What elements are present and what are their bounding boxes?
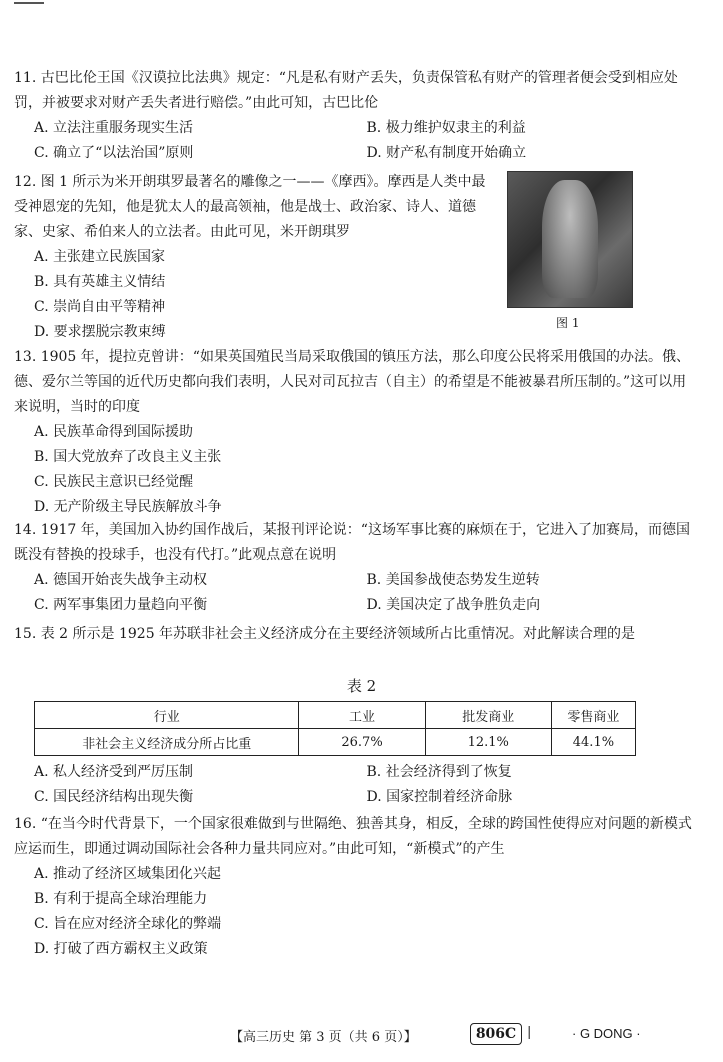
moses-statue-image [507,171,633,308]
question-16-options [14,862,699,962]
question-15-options-wrap [14,760,699,810]
question-13 [14,345,699,520]
question-15 [14,622,699,647]
table-header-cell: 行业 [35,702,299,729]
table-row [35,729,636,756]
option-14-b[interactable]: B. 美国参战使态势发生逆转 [366,572,540,588]
top-mark [14,2,44,4]
option-11-c[interactable]: C. 确立了“以法治国”原则 [34,145,194,161]
table-cell: 非社会主义经济成分所占比重 [35,729,299,756]
option-12-a[interactable]: A. 主张建立民族国家 [34,249,166,265]
option-15-b[interactable]: B. 社会经济得到了恢复 [366,764,512,780]
option-15-c[interactable]: C. 国民经济结构出现失衡 [34,789,194,805]
option-14-a[interactable]: A. 德国开始丧失战争主动权 [34,572,208,588]
option-16-d[interactable]: D. 打破了西方霸权主义政策 [34,941,208,957]
question-15-options [14,760,699,810]
option-12-b[interactable]: B. 具有英雄主义情结 [34,274,166,290]
option-13-a[interactable]: A. 民族革命得到国际援助 [34,424,194,440]
question-16-stem: 16. “在当今时代背景下，一个国家很难做到与世隔绝、独善其身，相反，全球的跨国性使得应对问题的新模式应运而生，即通过调动国际社会各种力量共同应对。”由此可知，“新模式”的产生 [14,816,692,857]
option-15-a[interactable]: A. 私人经济受到严厉压制 [34,764,194,780]
question-11-stem: 11. 古巴比伦王国《汉谟拉比法典》规定：“凡是私有财产丢失，负责保管私有财产的管理者便会受到相应处罚，并被要求对财产丢失者进行赔偿。”由此可知，古巴比伦 [14,70,678,111]
option-11-a[interactable]: A. 立法注重服务现实生活 [34,120,194,136]
option-16-a[interactable]: A. 推动了经济区域集团化兴起 [34,866,222,882]
option-12-c[interactable]: C. 崇尚自由平等精神 [34,299,166,315]
question-14-options [14,568,699,618]
statue-figure [542,180,598,298]
table-header-cell: 零售商业 [551,702,635,729]
option-16-c[interactable]: C. 旨在应对经济全球化的弊端 [34,916,222,932]
page-footer [0,1023,723,1047]
question-13-stem: 13. 1905 年，提拉克曾讲：“如果英国殖民当局采取俄国的镇压方法，那么印度公民将采用俄国的办法。俄、德、爱尔兰等国的近代历史都向我们表明，人民对司瓦拉吉（自主）的希望是不能被暴君所压制的。”这可以用来说明，当时的印度 [14,349,690,415]
question-16 [14,812,699,962]
footer-separator: | [527,1025,532,1040]
question-14-stem: 14. 1917 年，美国加入协约国作战后，某报刊评论说：“这场军事比赛的麻烦在于，它进入了加赛局，而德国既没有替换的投球手，也没有代打。”此观点意在说明 [14,522,690,563]
exam-code-badge: 806C [470,1023,522,1045]
option-11-b[interactable]: B. 极力维护奴隶主的利益 [366,120,526,136]
table-cell: 12.1% [425,729,551,756]
table-header-cell: 批发商业 [425,702,551,729]
figure-1-caption: 图 1 [556,316,580,330]
question-15-stem: 15. 表 2 所示是 1925 年苏联非社会主义经济成分在主要经济领域所占比重情况。对此解读合理的是 [14,626,636,642]
option-14-d[interactable]: D. 美国决定了战争胜负走向 [366,597,541,613]
question-12 [14,170,495,245]
option-15-d[interactable]: D. 国家控制着经济命脉 [366,789,513,805]
table-2 [34,701,636,756]
question-13-options [14,420,699,520]
footer-brand: · G DONG · [572,1026,641,1041]
table-header-row [35,702,636,729]
table-2-caption: 表 2 [346,677,377,695]
table-cell: 44.1% [551,729,635,756]
option-14-c[interactable]: C. 两军事集团力量趋向平衡 [34,597,208,613]
option-11-d[interactable]: D. 财产私有制度开始确立 [366,145,527,161]
table-cell: 26.7% [299,729,425,756]
question-12-stem: 12. 图 1 所示为米开朗琪罗最著名的雕像之一——《摩西》。摩西是人类中最受神恩宠的先知，他是犹太人的最高领袖，他是战士、政治家、诗人、道德家、史家、希伯来人的立法者。由此可见，米开朗琪罗 [14,174,486,240]
footer-subject-page: 【高三历史 第 3 页（共 6 页）】 [230,1030,417,1045]
question-14 [14,518,699,618]
option-13-d[interactable]: D. 无产阶级主导民族解放斗争 [34,499,222,515]
question-12-options [14,245,495,345]
option-16-b[interactable]: B. 有利于提高全球治理能力 [34,891,208,907]
table-header-cell: 工业 [299,702,425,729]
option-12-d[interactable]: D. 要求摆脱宗教束缚 [34,324,166,340]
option-13-b[interactable]: B. 国大党放弃了改良主义主张 [34,449,222,465]
question-11 [14,66,699,166]
question-11-options [14,116,699,166]
option-13-c[interactable]: C. 民族民主意识已经觉醒 [34,474,194,490]
